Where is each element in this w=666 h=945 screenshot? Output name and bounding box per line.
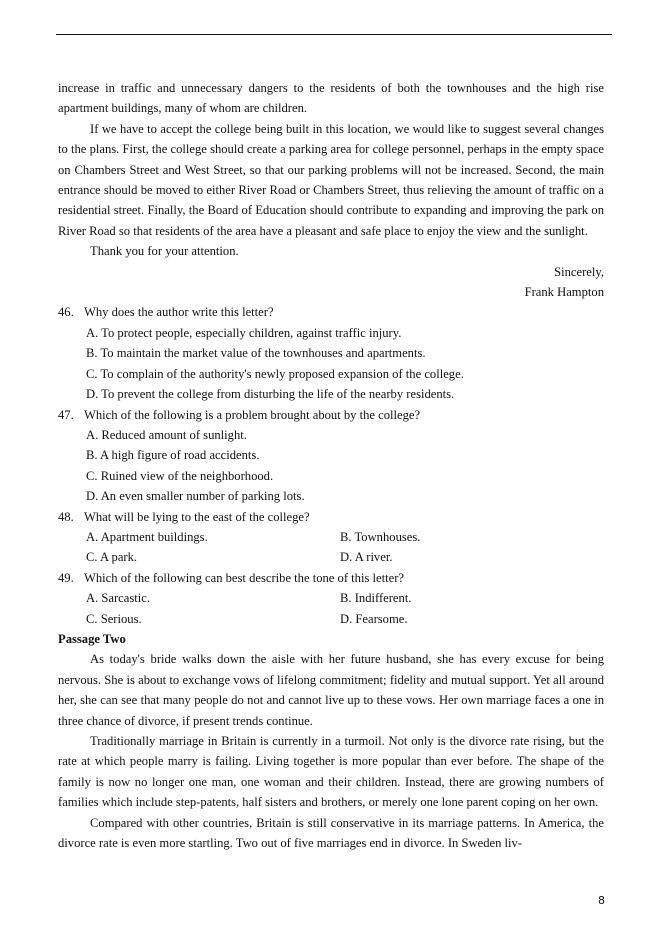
question-number: 47. — [58, 407, 74, 422]
letter-signature: Frank Hampton — [524, 285, 604, 300]
option-d: D. A river. — [340, 550, 393, 565]
option-b: B. Indifferent. — [340, 591, 412, 606]
question-number: 49. — [58, 570, 74, 585]
header-rule — [56, 34, 612, 35]
option-c: C. Serious. — [86, 611, 142, 626]
question-number: 46. — [58, 305, 74, 320]
option-c: C. A park. — [86, 550, 138, 565]
option-d: D. An even smaller number of parking lots. — [86, 489, 305, 504]
page-number: 8 — [598, 894, 605, 907]
passage-two-paragraph-3: Compared with other countries, Britain is still conservative in its marriage patterns. In America, the divorce rate is even more startling. Two out of five marriages end in divorce. In Sweden liv- — [58, 815, 604, 851]
option-d: D. To prevent the college from disturbing the life of the nearby residents. — [86, 387, 455, 402]
question-number: 48. — [58, 509, 74, 524]
option-b: B. To maintain the market value of the townhouses and apartments. — [86, 346, 426, 361]
option-c: C. To complain of the authority's newly proposed expansion of the college. — [86, 366, 464, 381]
option-d: D. Fearsome. — [340, 611, 408, 626]
letter-paragraph-continued: increase in traffic and unnecessary dangers to the residents of both the townhouses and the high rise apartment buildings, many of whom are children. — [58, 81, 604, 116]
option-a: A. Apartment buildings. — [86, 529, 208, 544]
question-46 — [58, 302, 604, 404]
question-text: What will be lying to the east of the college? — [84, 509, 310, 524]
option-a: A. Sarcastic. — [86, 591, 150, 606]
question-text: Why does the author write this letter? — [84, 305, 274, 320]
question-text: Which of the following can best describe the tone of this letter? — [84, 570, 404, 585]
question-text: Which of the following is a problem brought about by the college? — [84, 407, 421, 422]
option-b: B. A high figure of road accidents. — [86, 448, 260, 463]
option-b: B. Townhouses. — [340, 529, 421, 544]
letter-thanks: Thank you for your attention. — [90, 244, 239, 259]
letter-closing: Sincerely, — [554, 264, 604, 279]
passage-two-paragraph-2: Traditionally marriage in Britain is currently in a turmoil. Not only is the divorce rate rising, but the rate at which people marry is failing. Living together is more popular than ever before. The shape of the family is now no longer one man, one woman and their children. Instead, there are growing numbers of families which include step-patents, half sisters and brothers, or merely one lone parent coping on her own. — [58, 734, 604, 810]
option-a: A. To protect people, especially children, against traffic injury. — [86, 325, 402, 340]
question-49 — [58, 568, 604, 629]
letter-paragraph-suggestions: If we have to accept the college being built in this location, we would like to suggest several changes to the plans. First, the college should create a parking area for college personnel, perhaps in the empty space on Chambers Street and West Street, so that our parking problems will not be increased. Second, the main entrance should be moved to either River Road or Chambers Street, thus relieving the amount of traffic on a residential street. Finally, the Board of Education should contribute to expanding and improving the park on River Road so that residents of the area have a pleasant and safe place to enjoy the view and the sunlight. — [58, 121, 604, 238]
passage-two-heading: Passage Two — [58, 631, 126, 646]
passage-two-paragraph-1: As today's bride walks down the aisle with her future husband, she has every excuse for being nervous. She is about to exchange vows of lifelong commitment; fidelity and mutual support. Yet all around her, she can see that many people do not and cannot live up to these vows. Her own marriage faces a one in three chance of divorce, if present trends continue. — [58, 652, 604, 728]
option-c: C. Ruined view of the neighborhood. — [86, 468, 274, 483]
question-47 — [58, 405, 604, 507]
option-a: A. Reduced amount of sunlight. — [86, 427, 247, 442]
page-content — [58, 78, 604, 853]
question-48 — [58, 507, 604, 568]
